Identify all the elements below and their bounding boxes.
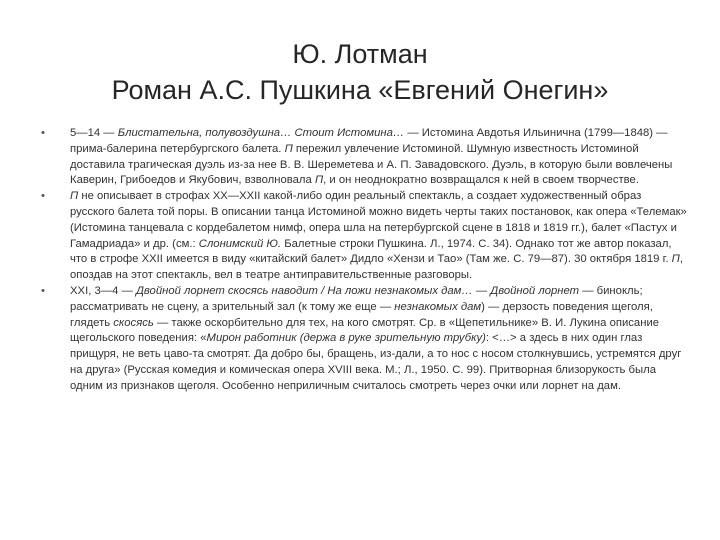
bullet-item bbox=[36, 189, 688, 284]
bullet-icon: • bbox=[41, 127, 45, 139]
bullet-text: П не описывает в строфах XX—XXII какой-либо один реальный спектакль, а создает художественный образ русского балета той поры. В описании танца Истоминой можно видеть черты таких постановок, как опера «Телемак» (Истомина танцевала с кордебалетом нимф, опера шла на петербургской сцене в 1818 и 1819 гг.), балет «Пастух и Гамадриада» и др. (см.: Слонимский Ю. Балетные строки Пушкина. Л., 1974. С. 34). Однако тот же автор показал, что в строфе XXII имеется в виду «китайский балет» Дидло «Хензи и Тао» (Там же. С. 79—87). 30 октября 1819 г. П, опоздав на этот спектакль, вел в театре антиправительственные разговоры. bbox=[70, 190, 687, 282]
bullet-icon: • bbox=[41, 190, 45, 203]
slide-title bbox=[40, 36, 680, 108]
bullet-list bbox=[36, 126, 688, 395]
bullet-item bbox=[36, 126, 688, 189]
bullet-text: 5—14 — Блистательна, полувоздушна… Стоит Истомина… — Истомина Авдотья Ильинична (1799—1848) — прима-балерина петербургского балета. П пережил увлечение Истоминой. Шумную известность Истоминой доставила трагическая дуэль из-за нее В. В. Шереметева и А. П. Завадовского. Дуэль, в которую были вовлечены Каверин, Грибоедов и Якубович, взволновала П, и он неоднократно возвращался к ней в своем творчестве. bbox=[70, 127, 673, 187]
bullet-icon: • bbox=[41, 284, 45, 297]
bullet-item bbox=[36, 284, 688, 395]
title-line-work: Роман А.С. Пушкина «Евгений Онегин» bbox=[111, 75, 609, 105]
bullet-text: XXI, 3—4 — Двойной лорнет скосясь наводит / На ложи незнакомых дам… — Двойной лорнет — бинокль; рассматривать не сцену, а зрительный зал (к тому же еще — незнакомых дам) — дерзость поведения щеголя, глядеть скосясь — также оскорбительно для тех, на кого смотрят. Ср. в «Щепетильнике» В. И. Лукина описание щегольского поведения: «Мирон работник (держа в руке зрительную трубку): <…> а здесь в них один глаз прищуря, не веть цаво-та смотрят. Да добро бы, бращень, из-дали, а то нос с носом столкнувшись, устремятся друг на друга» (Русская комедия и комическая опера XVIII века. М.; Л., 1950. С. 99). Притворная близорукость была одним из признаков щеголя. Особенно неприличным считалось смотреть через очки или лорнет на дам. bbox=[70, 284, 682, 392]
title-line-author: Ю. Лотман bbox=[292, 39, 428, 69]
